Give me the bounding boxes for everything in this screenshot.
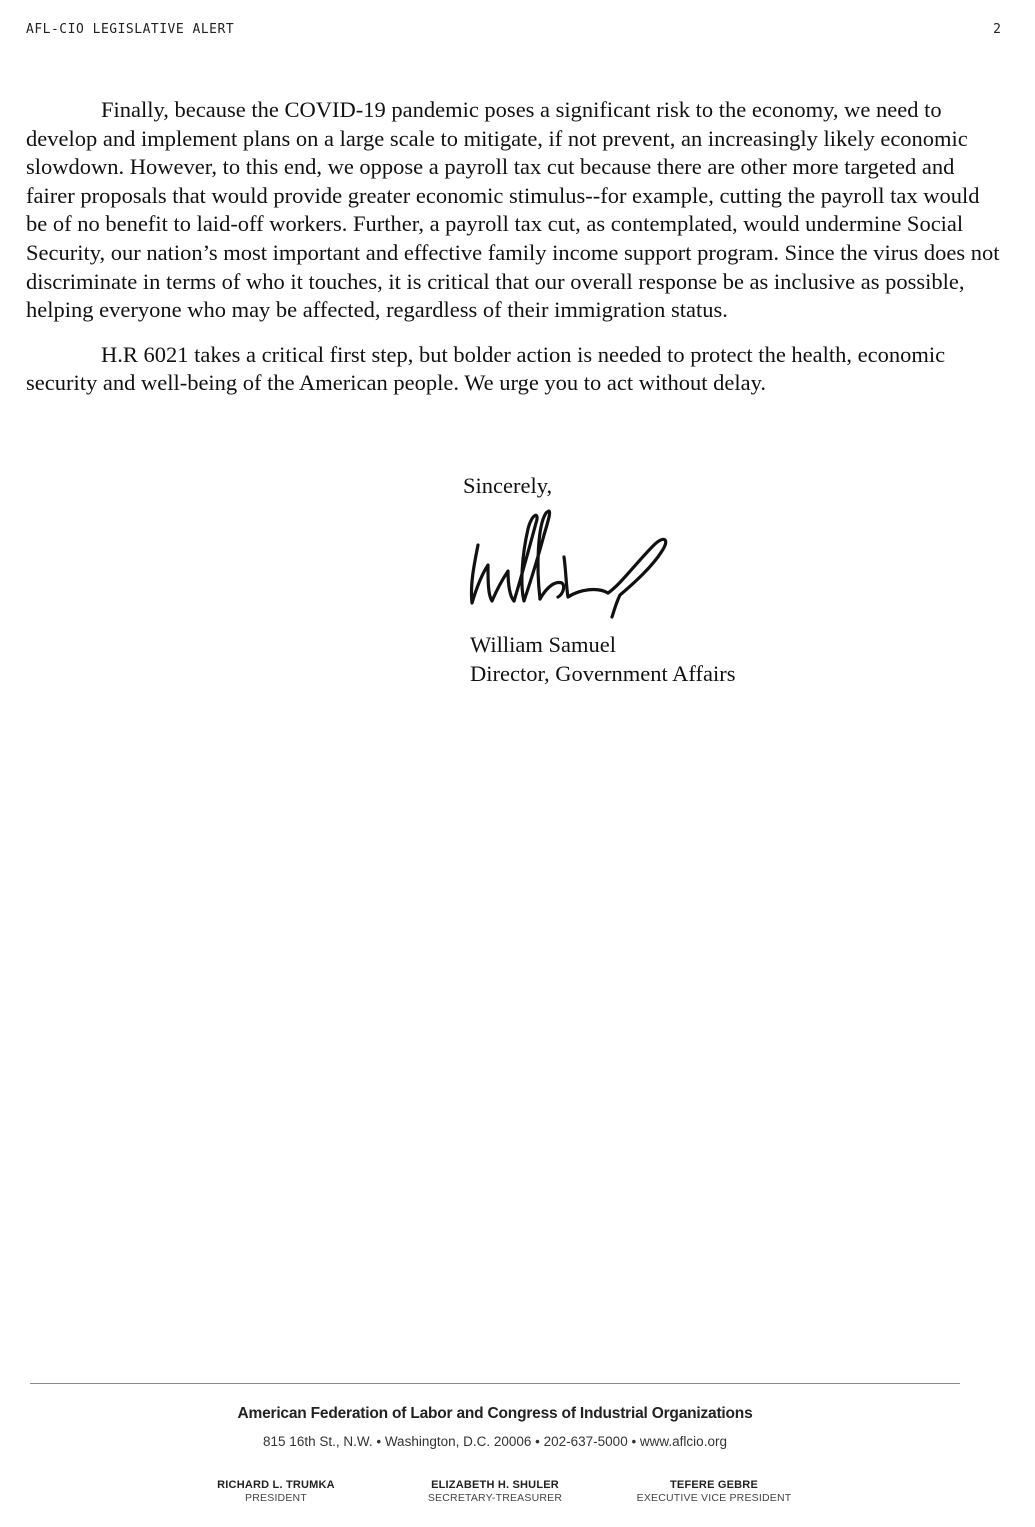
officer-name: TEFERE GEBRE [670,1479,758,1491]
officer-title: PRESIDENT [245,1492,307,1504]
running-head: AFL-CIO LEGISLATIVE ALERT [26,22,235,37]
officer-title: SECRETARY-TREASURER [427,1492,563,1504]
body-paragraph: H.R 6021 takes a critical first step, but bolder action is needed to protect the health, economic security and well-being of the American people. We urge you to act without delay. [26,341,946,396]
page-number: 2 [993,22,1001,37]
body-paragraph: Finally, because the COVID-19 pandemic poses a significant risk to the economy, we need to develop and implement plans on a large scale to mitigate, if not prevent, an increasingly likely economic slowdown. However, to this end, we oppose a payroll tax cut because there are other more targeted and fairer proposals that would provide greater economic stimulus--for example, cutting the payroll tax would be of no benefit to laid-off workers. Further, a payroll tax cut, as contemplated, would undermine Social Security, our nation’s most important and effective family income support program. Since the virus does not discriminate in terms of who it touches, it is critical that our overall response be as inclusive as possible, helping everyone who may be affected, regardless of their immigration status. [26,97,1000,323]
signer-block [470,630,735,688]
officer-secretary-treasurer [385,1479,605,1504]
letter-body [26,96,1006,414]
signer-title: Director, Government Affairs [470,661,736,686]
footer-divider [30,1383,960,1384]
officer-title: EXECUTIVE VICE PRESIDENT [636,1492,792,1504]
footer-organization: American Federation of Labor and Congress of Industrial Organizations [237,1405,753,1422]
footer-address: 815 16th St., N.W. • Washington, D.C. 20006 • 202-637-5000 • www.aflcio.org [263,1434,727,1449]
officer-name: ELIZABETH H. SHULER [431,1479,559,1491]
signer-name: William Samuel [470,632,616,657]
handwritten-signature [458,505,688,620]
officer-name: RICHARD L. TRUMKA [217,1479,335,1491]
closing-salutation: Sincerely, [463,473,553,498]
officer-president [166,1479,386,1504]
officer-executive-vice-president [604,1479,824,1504]
